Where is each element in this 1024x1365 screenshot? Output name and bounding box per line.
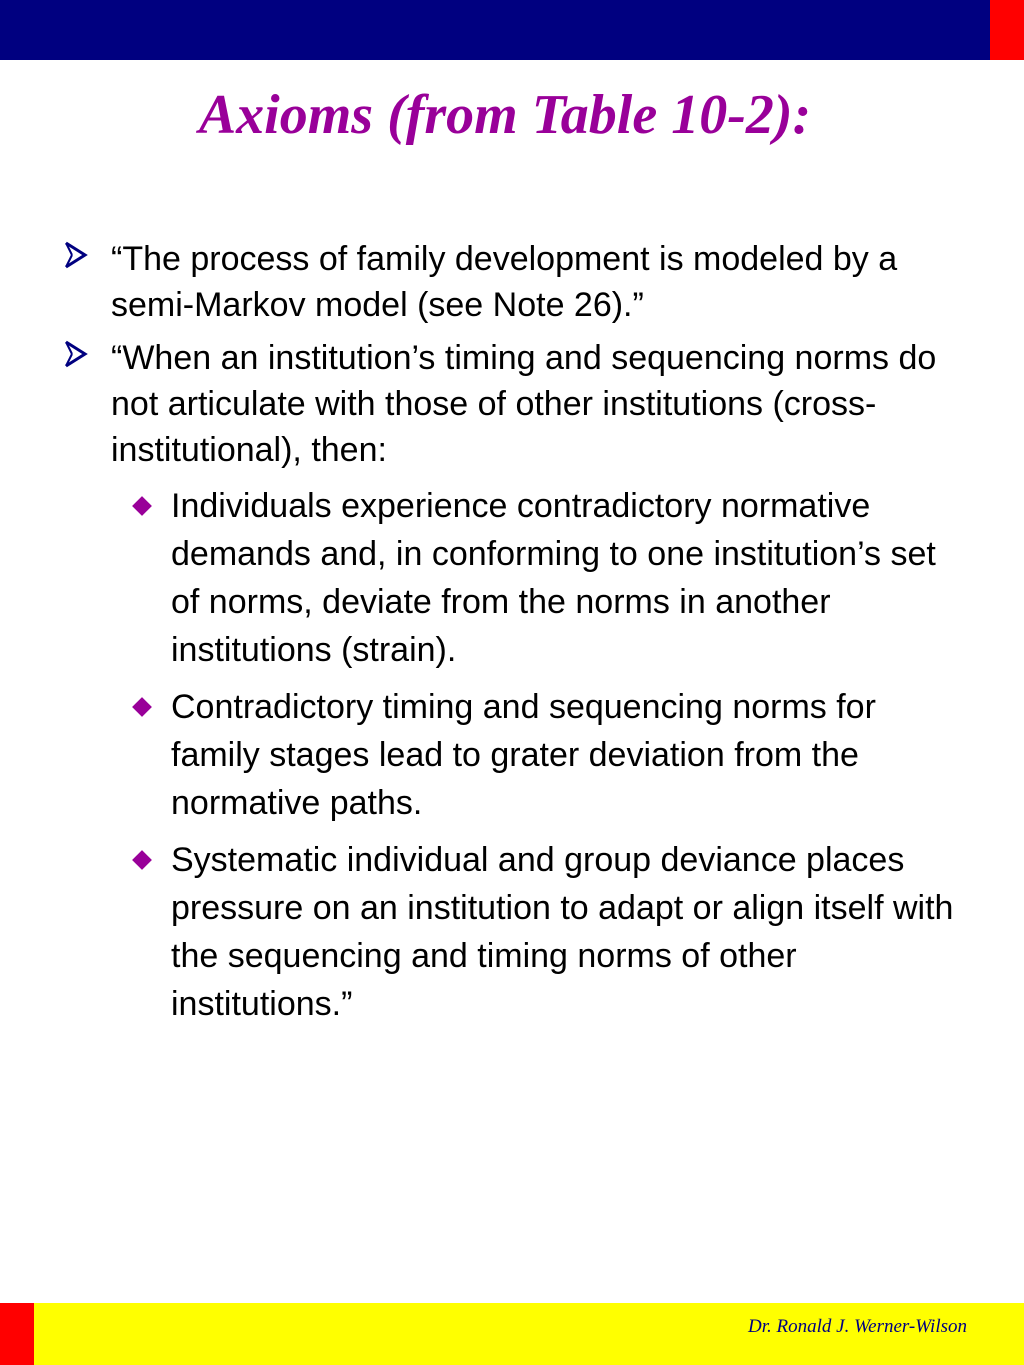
- bullet-item-2: [63, 335, 943, 473]
- sub-bullet-text: Individuals experience contradictory normative demands and, in conforming to one institution’s set of norms, deviate from the norms in another institutions (strain).: [171, 487, 936, 669]
- top-banner: [0, 0, 990, 60]
- bullet-text: “When an institution’s timing and sequencing norms do not articulate with those of other institutions (cross-institutional), then:: [111, 339, 937, 469]
- sub-bullet-item-3: [131, 836, 961, 1028]
- footer-author: Dr. Ronald J. Werner-Wilson: [748, 1316, 967, 1337]
- bottom-red-accent: [0, 1303, 34, 1365]
- diamond-bullet-icon: [132, 697, 152, 717]
- sub-bullet-item-1: [131, 482, 961, 674]
- sub-bullet-item-2: [131, 683, 961, 827]
- diamond-bullet-icon: [132, 850, 152, 870]
- slide-title: Axioms (from Table 10-2):: [198, 84, 812, 146]
- bullet-item-1: [63, 236, 943, 328]
- sub-bullet-text: Systematic individual and group deviance places pressure on an institution to adapt or align itself with the sequencing and timing norms of other institutions.”: [171, 841, 954, 1023]
- diamond-bullet-icon: [132, 496, 152, 516]
- bullet-text: “The process of family development is modeled by a semi-Markov model (see Note 26).”: [111, 240, 898, 324]
- sub-bullet-text: Contradictory timing and sequencing norms for family stages lead to grater deviation from the normative paths.: [171, 688, 876, 822]
- arrowhead-bullet-icon: [63, 339, 89, 369]
- top-red-accent: [990, 0, 1024, 60]
- arrowhead-bullet-icon: [63, 240, 89, 270]
